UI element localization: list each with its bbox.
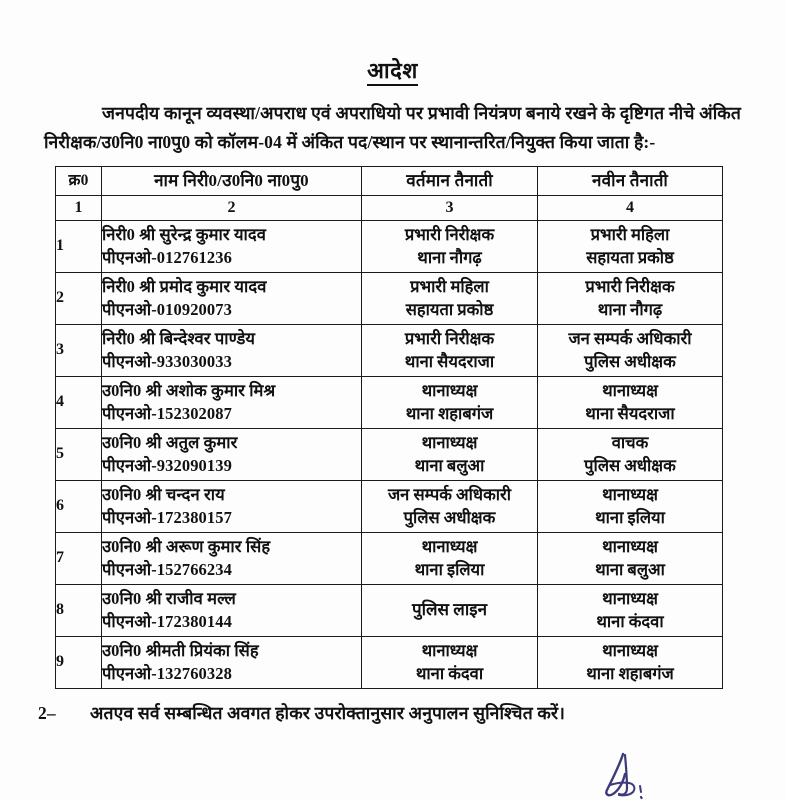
header-current-posting: वर्तमान तैनाती bbox=[362, 166, 538, 195]
current-posting-line-2: थाना बलुआ bbox=[414, 456, 485, 476]
current-posting-line-2: थाना इलिया bbox=[414, 560, 485, 580]
current-posting-line-1: प्रभारी निरीक्षक bbox=[404, 225, 495, 245]
officer-pno-text: पीएनओ-152302087 bbox=[102, 404, 232, 424]
current-posting-line-2: सहायता प्रकोष्ठ bbox=[405, 300, 494, 320]
cell-current-posting bbox=[362, 532, 538, 584]
current-posting-line-1: प्रभारी महिला bbox=[410, 277, 489, 297]
cell-officer-name bbox=[102, 480, 362, 532]
cell-serial-no: 1 bbox=[56, 220, 102, 272]
cell-current-posting bbox=[362, 428, 538, 480]
current-posting-line-1: थानाध्यक्ष bbox=[421, 381, 478, 401]
cell-officer-name bbox=[102, 376, 362, 428]
officer-name-text: उ0नि0 श्री राजीव मल्ल bbox=[102, 589, 236, 609]
officer-name-text: उ0नि0 श्री अतुल कुमार bbox=[102, 433, 238, 453]
cell-new-posting bbox=[538, 584, 723, 636]
header-serial-no: क्र0 bbox=[56, 166, 102, 195]
current-posting-line-2: पुलिस अधीक्षक bbox=[403, 508, 496, 528]
table-row bbox=[56, 220, 723, 272]
table-row bbox=[56, 532, 723, 584]
table-row bbox=[56, 584, 723, 636]
cell-serial-no: 5 bbox=[56, 428, 102, 480]
new-posting-line-2: पुलिस अधीक्षक bbox=[584, 456, 676, 476]
table-body bbox=[56, 220, 723, 688]
footer-note-text: अतएव सर्व सम्बन्धित अवगत होकर उपरोक्तानुसार अनुपालन सुनिश्चित करें। bbox=[90, 702, 566, 723]
new-posting-line-1: थानाध्यक्ष bbox=[602, 641, 658, 661]
table-row bbox=[56, 428, 723, 480]
column-number-3: 3 bbox=[362, 195, 538, 220]
cell-new-posting bbox=[538, 220, 723, 272]
table-row bbox=[56, 480, 723, 532]
cell-officer-name bbox=[102, 428, 362, 480]
cell-current-posting bbox=[362, 480, 538, 532]
officer-pno-text: पीएनओ-012761236 bbox=[102, 248, 232, 268]
table-column-number-row bbox=[56, 195, 723, 220]
current-posting-line-1: थानाध्यक्ष bbox=[421, 537, 478, 557]
officer-pno-text: पीएनओ-933030033 bbox=[102, 352, 232, 372]
table-row bbox=[56, 272, 723, 324]
new-posting-line-2: थाना सैयदराजा bbox=[585, 404, 675, 424]
officer-pno-text: पीएनओ-172380144 bbox=[102, 612, 232, 632]
handwritten-signature bbox=[596, 752, 676, 800]
cell-current-posting bbox=[362, 376, 538, 428]
cell-new-posting bbox=[538, 636, 723, 688]
cell-serial-no: 9 bbox=[56, 636, 102, 688]
new-posting-line-1: थानाध्यक्ष bbox=[602, 381, 658, 401]
officer-name-text: उ0नि0 श्री चन्दन राय bbox=[102, 485, 225, 505]
cell-officer-name bbox=[102, 532, 362, 584]
header-name: नाम निरी0/उ0नि0 ना0पु0 bbox=[102, 166, 362, 195]
table-row bbox=[56, 376, 723, 428]
cell-new-posting bbox=[538, 376, 723, 428]
new-posting-line-2: थाना बलुआ bbox=[595, 560, 665, 580]
cell-serial-no: 3 bbox=[56, 324, 102, 376]
officer-name-text: निरी0 श्री बिन्देश्वर पाण्डेय bbox=[102, 329, 256, 349]
cell-serial-no: 8 bbox=[56, 584, 102, 636]
cell-new-posting bbox=[538, 272, 723, 324]
column-number-1: 1 bbox=[56, 195, 102, 220]
intro-paragraph: जनपदीय कानून व्यवस्था/अपराध एवं अपराधियो पर प्रभावी नियंत्रण बनाये रखने के दृष्टिगत नीचे अंकित निरीक्षक/उ0नि0 ना0पु0 को कॉलम-04 में अंकित पद/स्थान पर स्थानान्तरित/नियुक्त किया जाता है:- bbox=[44, 103, 741, 152]
new-posting-line-1: प्रभारी निरीक्षक bbox=[585, 277, 675, 297]
current-posting-line-1: थानाध्यक्ष bbox=[421, 433, 478, 453]
officer-name-text: उ0नि0 श्री अशोक कुमार मिश्र bbox=[102, 381, 276, 401]
current-posting-line-2: थाना नौगढ़ bbox=[417, 248, 482, 268]
new-posting-line-1: प्रभारी महिला bbox=[590, 225, 670, 245]
cell-new-posting bbox=[538, 324, 723, 376]
new-posting-line-2: थाना कंदवा bbox=[596, 612, 664, 632]
officer-name-text: उ0नि0 श्री अरूण कुमार सिंह bbox=[102, 537, 271, 557]
cell-officer-name bbox=[102, 636, 362, 688]
table-header-row bbox=[56, 166, 723, 195]
new-posting-line-2: थाना शहाबगंज bbox=[586, 664, 674, 684]
header-new-posting: नवीन तैनाती bbox=[538, 166, 723, 195]
cell-current-posting bbox=[362, 636, 538, 688]
current-posting-line-1: प्रभारी निरीक्षक bbox=[404, 329, 495, 349]
new-posting-line-1: थानाध्यक्ष bbox=[602, 537, 658, 557]
cell-current-posting bbox=[362, 324, 538, 376]
officer-name-text: उ0नि0 श्रीमती प्रियंका सिंह bbox=[102, 641, 259, 661]
footer-note bbox=[38, 700, 741, 726]
new-posting-line-1: वाचक bbox=[611, 433, 649, 453]
cell-officer-name bbox=[102, 324, 362, 376]
cell-new-posting bbox=[538, 480, 723, 532]
title-block bbox=[0, 0, 785, 86]
new-posting-line-2: पुलिस अधीक्षक bbox=[584, 352, 676, 372]
officer-name-text: निरी0 श्री सुरेन्द्र कुमार यादव bbox=[102, 225, 267, 245]
officer-pno-text: पीएनओ-932090139 bbox=[102, 456, 232, 476]
cell-serial-no: 2 bbox=[56, 272, 102, 324]
current-posting-line-1: थानाध्यक्ष bbox=[421, 641, 478, 661]
current-posting-line-2: थाना शहाबगंज bbox=[405, 404, 494, 424]
cell-current-posting bbox=[362, 220, 538, 272]
new-posting-line-2: थाना नौगढ़ bbox=[597, 300, 663, 320]
table-row bbox=[56, 636, 723, 688]
transfer-table-container bbox=[55, 166, 741, 689]
footer-note-number: 2– bbox=[38, 702, 56, 723]
cell-new-posting bbox=[538, 428, 723, 480]
new-posting-line-1: थानाध्यक्ष bbox=[602, 589, 658, 609]
current-posting-line-2: थाना कंदवा bbox=[415, 664, 484, 684]
current-posting-line-2: थाना सैयदराजा bbox=[404, 352, 495, 372]
new-posting-line-1: थानाध्यक्ष bbox=[602, 485, 658, 505]
officer-pno-text: पीएनओ-152766234 bbox=[102, 560, 232, 580]
table-row bbox=[56, 324, 723, 376]
new-posting-line-1: जन सम्पर्क अधिकारी bbox=[568, 329, 692, 349]
page-title: आदेश bbox=[367, 58, 418, 86]
cell-serial-no: 6 bbox=[56, 480, 102, 532]
officer-name-text: निरी0 श्री प्रमोद कुमार यादव bbox=[102, 277, 267, 297]
cell-current-posting bbox=[362, 272, 538, 324]
officer-pno-text: पीएनओ-010920073 bbox=[102, 300, 232, 320]
table-head bbox=[56, 166, 723, 220]
new-posting-line-2: थाना इलिया bbox=[595, 508, 665, 528]
cell-officer-name bbox=[102, 584, 362, 636]
transfer-order-table bbox=[55, 166, 723, 689]
officer-pno-text: पीएनओ-132760328 bbox=[102, 664, 232, 684]
current-posting-line-1: पुलिस लाइन bbox=[411, 600, 488, 620]
cell-officer-name bbox=[102, 220, 362, 272]
column-number-4: 4 bbox=[538, 195, 723, 220]
cell-new-posting bbox=[538, 532, 723, 584]
new-posting-line-2: सहायता प्रकोष्ठ bbox=[586, 248, 674, 268]
cell-serial-no: 7 bbox=[56, 532, 102, 584]
cell-officer-name bbox=[102, 272, 362, 324]
current-posting-line-1: जन सम्पर्क अधिकारी bbox=[387, 485, 512, 505]
column-number-2: 2 bbox=[102, 195, 362, 220]
officer-pno-text: पीएनओ-172380157 bbox=[102, 508, 232, 528]
cell-serial-no: 4 bbox=[56, 376, 102, 428]
cell-current-posting bbox=[362, 584, 538, 636]
